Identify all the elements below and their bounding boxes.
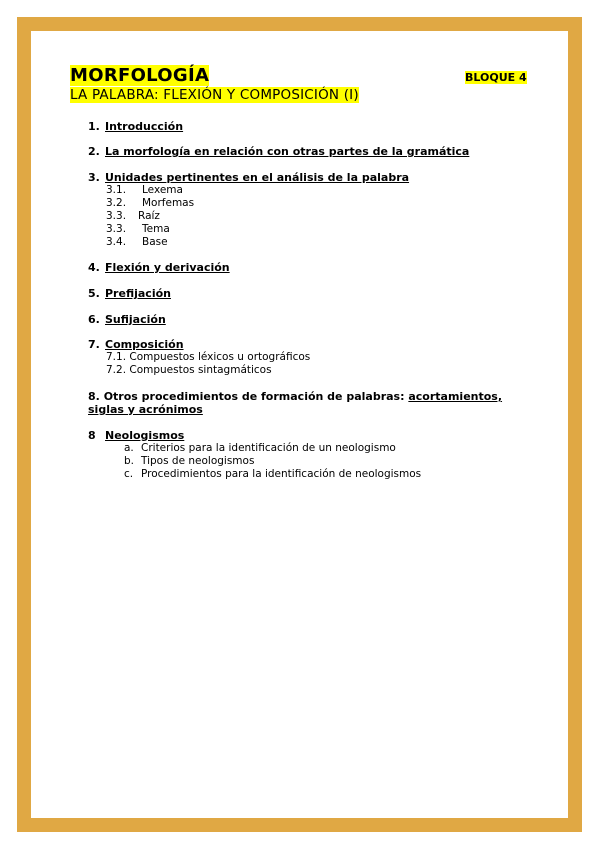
subitem-3-3-raiz: 3.3. Raíz <box>106 210 160 222</box>
subitem-7-2: 7.2. Compuestos sintagmáticos <box>106 364 272 376</box>
subitem-neologismos-c: c. Procedimientos para la identificación de neologismos <box>124 468 422 480</box>
section-neologismos: 8 Neologismos <box>88 429 185 442</box>
document-subtitle: LA PALABRA: FLEXIÓN Y COMPOSICIÓN (I) <box>70 87 359 103</box>
subitem-neologismos-b: b. Tipos de neologismos <box>124 455 255 467</box>
section-1: 1. Introducción <box>88 120 184 133</box>
section-3: 3. Unidades pertinentes en el análisis de la palabra <box>88 171 410 184</box>
subitem-3-4: 3.4. Base <box>106 236 168 248</box>
section-4: 4. Flexión y derivación <box>88 261 230 274</box>
subitem-7-1: 7.1. Compuestos léxicos u ortográficos <box>106 351 311 363</box>
section-8: 8. Otros procedimientos de formación de palabras: acortamientos, siglas y acrónimos <box>88 390 503 416</box>
subitem-3-3-tema: 3.3. Tema <box>106 223 170 235</box>
section-2: 2. La morfología en relación con otras partes de la gramática <box>88 145 470 158</box>
section-5: 5. Prefijación <box>88 287 171 300</box>
document-title: MORFOLOGÍA <box>70 65 210 86</box>
section-7: 7. Composición <box>88 338 184 351</box>
page-border-frame <box>17 17 582 832</box>
subitem-neologismos-a: a. Criterios para la identificación de un neologismo <box>124 442 396 454</box>
subitem-3-2: 3.2. Morfemas <box>106 197 195 209</box>
section-6: 6. Sufijación <box>88 313 166 326</box>
subitem-3-1: 3.1. Lexema <box>106 184 183 196</box>
block-label: BLOQUE 4 <box>465 71 527 84</box>
